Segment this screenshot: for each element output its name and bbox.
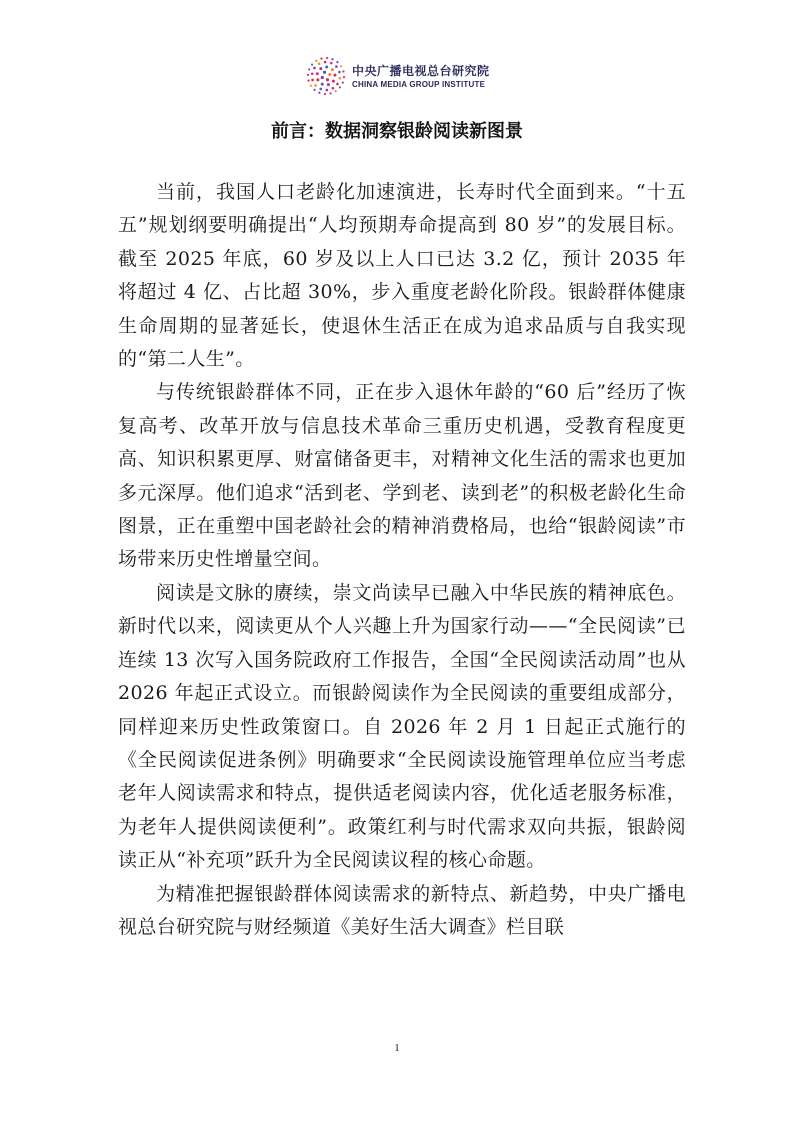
paragraph-4: 为精准把握银龄群体阅读需求的新特点、新趋势，中央广播电视总台研究院与财经频道《美好生活大调查》栏目联 (118, 882, 686, 938)
org-logo (306, 56, 490, 96)
org-logo-icon (306, 56, 346, 96)
paragraph-1: 当前，我国人口老龄化加速演进，长寿时代全面到来。“十五五”规划纲要明确提出“人均预期寿命提高到 80 岁”的发展目标。截至 2025 年底，60 岁及以上人口已达 3.2 亿，预计 2035 年将超过 4 亿、占比超 30%，步入重度老龄化阶段。银龄群体健康生命周期的显著延长，使退休生活正在成为追求品质与自我实现的“第二人生”。 (118, 181, 686, 371)
paragraph-3: 阅读是文脉的赓续，崇文尚读早已融入中华民族的精神底色。新时代以来，阅读更从个人兴趣上升为国家行动——“全民阅读”已连续 13 次写入国务院政府工作报告，全国“全民阅读活动周”也从 2026 年起正式设立。而银龄阅读作为全民阅读的重要组成部分，同样迎来历史性政策窗口。自 2026 年 2 月 1 日起正式施行的《全民阅读促进条例》明确要求“全民阅读设施管理单位应当考虑老年人阅读需求和特点，提供适老阅读内容，优化适老服务标准，为老年人提供阅读便利”。政策红利与时代需求双向共振，银龄阅读正从“补充项”跃升为全民阅读议程的核心命题。 (118, 581, 686, 872)
paragraph-2: 与传统银龄群体不同，正在步入退休年龄的“60 后”经历了恢复高考、改革开放与信息技术革命三重历史机遇，受教育程度更高、知识积累更厚、财富储备更丰，对精神文化生活的需求也更加多元深厚。他们追求“活到老、学到老、读到老”的积极老龄化生命图景，正在重塑中国老龄社会的精神消费格局，也给“银龄阅读”市场带来历史性增量空间。 (118, 381, 686, 571)
page-number: 1 (394, 1042, 400, 1054)
org-logo-text (352, 63, 490, 90)
document-title: 前言：数据洞察银龄阅读新图景 (271, 121, 523, 142)
org-name-cn: 中央广播电视总台研究院 (352, 63, 490, 78)
document-body (118, 176, 686, 944)
org-name-en: CHINA MEDIA GROUP INSTITUTE (352, 79, 486, 89)
